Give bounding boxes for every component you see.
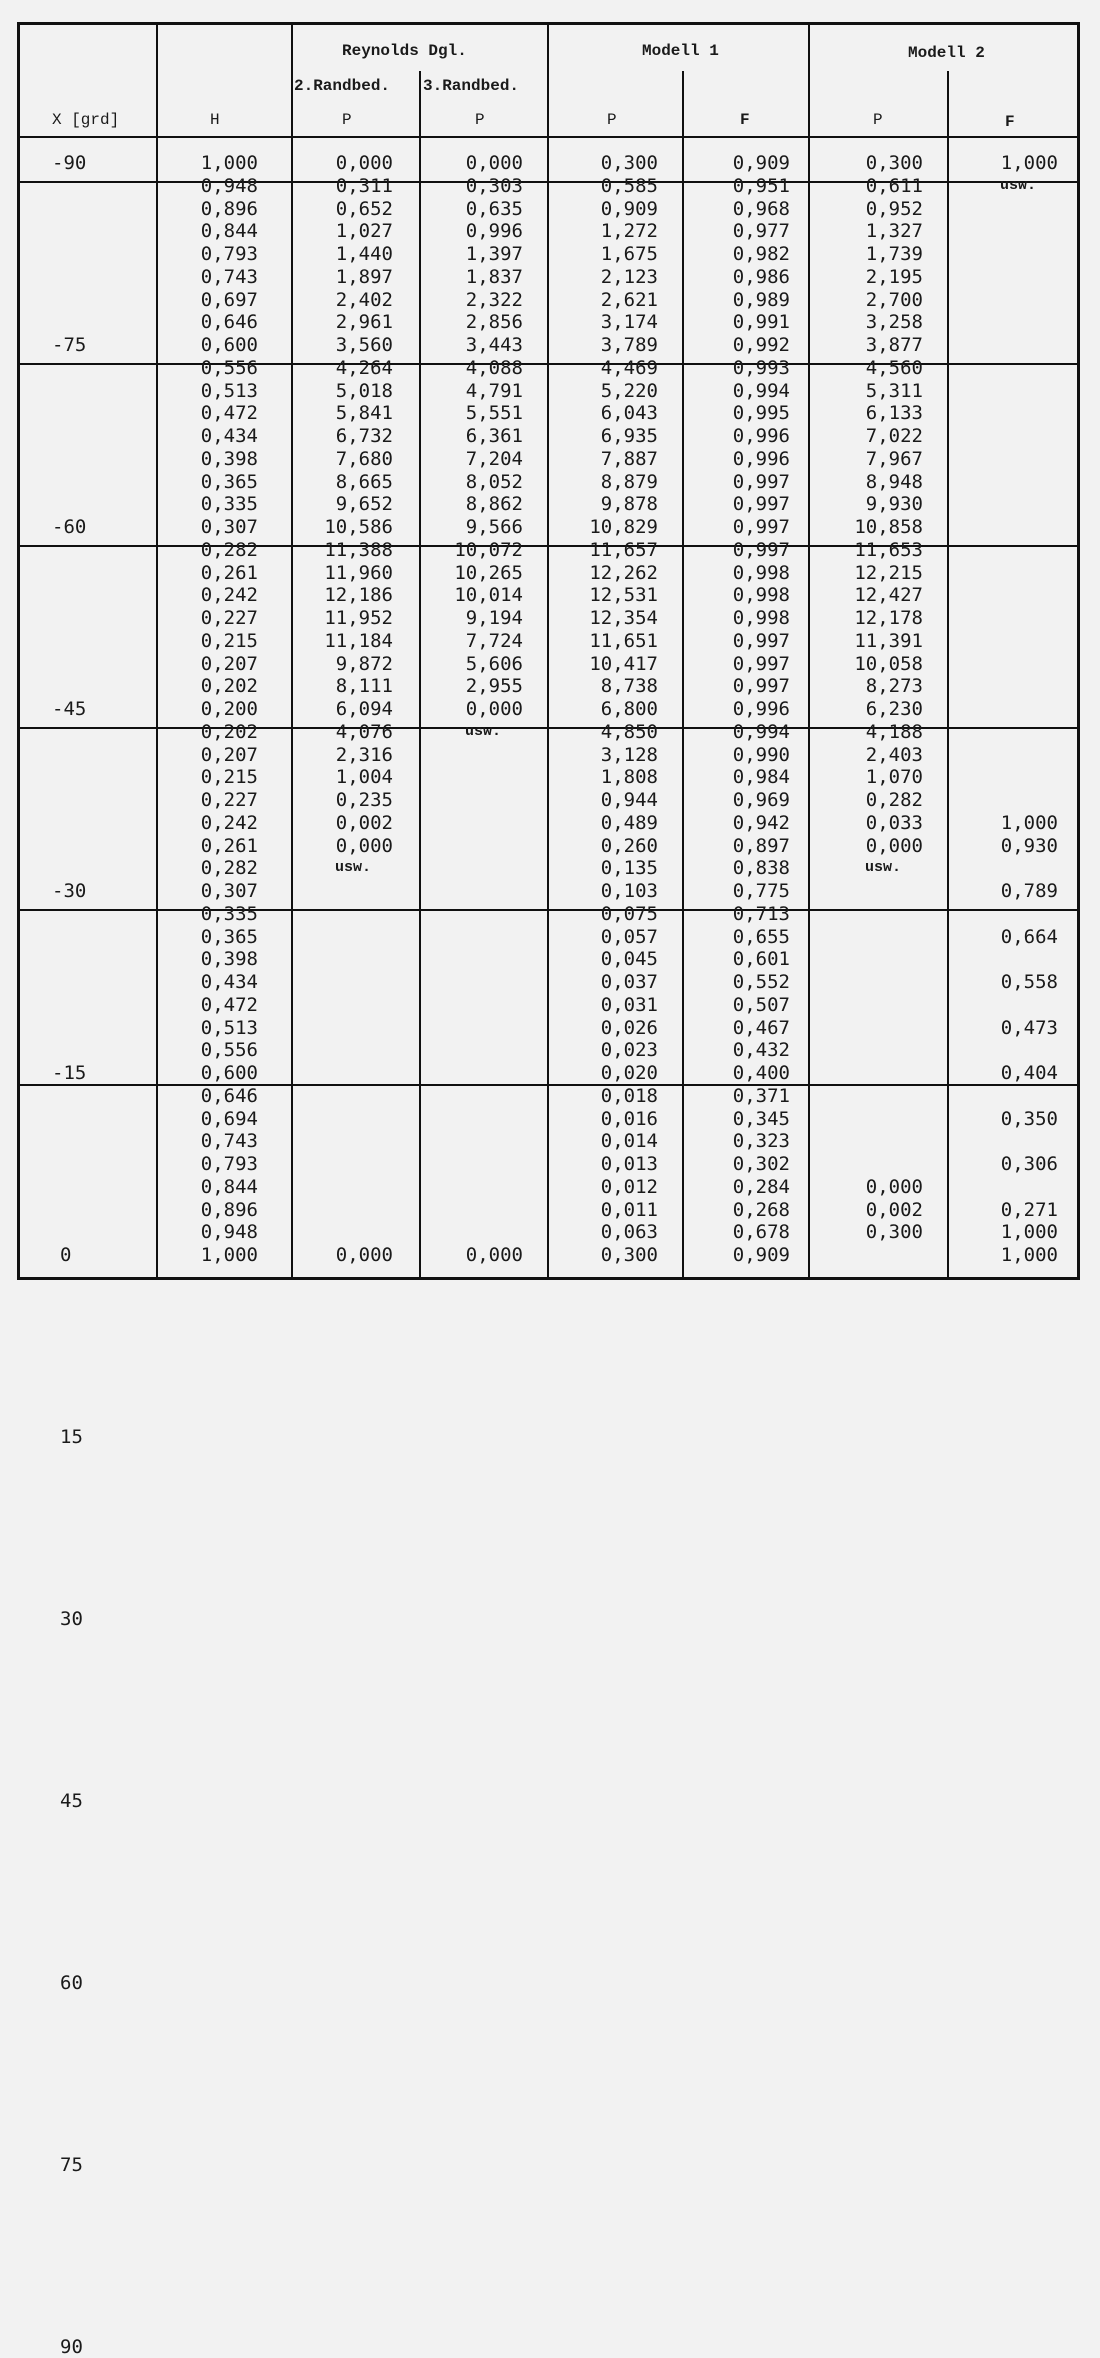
table-cell-reynolds-3-P: 7,724: [465, 629, 523, 652]
table-cell-modell2-P: usw.: [864, 859, 901, 877]
table-cell-modell1-P: 11,657: [589, 538, 658, 561]
table-cell-modell1-F: 0,977: [732, 220, 790, 243]
column-divider: [947, 71, 949, 1277]
table-cell-H: 0,215: [200, 766, 258, 789]
table-cell-modell1-F: 0,995: [732, 402, 790, 425]
modell1-group-header: Modell 1: [642, 42, 719, 60]
table-cell-modell1-F: 0,997: [732, 675, 790, 698]
table-cell-modell1-P: 2,123: [600, 265, 658, 288]
table-cell-modell1-F: 0,997: [732, 629, 790, 652]
table-cell-H: 0,948: [200, 174, 258, 197]
table-cell-modell1-F: 0,996: [732, 447, 790, 470]
table-cell-modell2-P: 0,000: [865, 834, 923, 857]
table-cell-H: 0,646: [200, 311, 258, 334]
table-cell-modell2-P: 11,391: [854, 629, 923, 652]
table-cell-modell2-P: 1,739: [865, 243, 923, 265]
table-cell-reynolds-3-P: 0,996: [465, 220, 523, 243]
table-cell-modell1-P: 7,887: [600, 447, 658, 470]
column-divider: [419, 71, 421, 1277]
table-cell-reynolds-2-P: 0,311: [335, 174, 393, 197]
table-cell-modell1-P: 0,260: [600, 834, 658, 857]
table-cell-modell1-F: 0,990: [732, 743, 790, 766]
table-cell-H: 0,261: [200, 561, 258, 584]
table-cell-modell1-F: 0,345: [732, 1107, 790, 1130]
table-cell-modell2-P: 6,230: [865, 698, 923, 720]
table-cell-modell1-F: 0,371: [732, 1084, 790, 1107]
table-cell-modell1-P: 0,013: [600, 1153, 658, 1175]
table-cell-modell1-F: 0,991: [732, 311, 790, 334]
table-cell-modell1-P: 1,675: [600, 243, 658, 265]
table-cell-modell1-F: 0,994: [732, 379, 790, 402]
table-cell-modell1-F: 0,838: [732, 857, 790, 880]
table-cell-reynolds-2-P: 0,000: [335, 834, 393, 857]
table-cell-H: 0,335: [200, 902, 258, 925]
table-cell-reynolds-3-P: 4,791: [465, 379, 523, 402]
data-table: [17, 22, 1080, 2358]
table-cell-H: 0,335: [200, 493, 258, 516]
table-cell-H: 0,365: [200, 925, 258, 948]
table-cell-H: 0,242: [200, 811, 258, 834]
table-cell-reynolds-2-P: 0,000: [335, 152, 393, 174]
table-cell-reynolds-2-P: 12,186: [324, 584, 393, 607]
table-cell-H: 0,200: [200, 698, 258, 720]
table-cell-reynolds-2-P: usw.: [334, 859, 371, 877]
table-cell-H: 0,556: [200, 356, 258, 379]
table-cell-reynolds-2-P: 6,732: [335, 425, 393, 447]
table-cell-reynolds-3-P: 1,397: [465, 243, 523, 265]
table-cell-H: 0,556: [200, 1039, 258, 1062]
table-cell-reynolds-3-P: 0,000: [465, 698, 523, 720]
table-cell-modell1-P: 0,026: [600, 1016, 658, 1039]
table-cell-reynolds-2-P: 8,665: [335, 470, 393, 493]
table-cell-H: 0,896: [200, 1198, 258, 1221]
table-cell-modell1-P: 0,300: [600, 152, 658, 174]
table-cell-reynolds-2-P: 2,961: [335, 311, 393, 334]
table-cell-reynolds-2-P: 0,652: [335, 197, 393, 220]
table-cell-reynolds-2-P: 2,402: [335, 288, 393, 311]
table-cell-H: 0,282: [200, 538, 258, 561]
table-cell-reynolds-3-P: 2,322: [465, 288, 523, 311]
table-cell-modell1-F: 0,432: [732, 1039, 790, 1062]
randbed2-header: 2.Randbed.: [294, 77, 391, 95]
reynolds2-p-header: P: [342, 111, 352, 129]
modell2-group-header: Modell 2: [908, 44, 985, 62]
table-cell-modell1-P: 8,879: [600, 470, 658, 493]
table-cell-modell1-P: 0,012: [600, 1175, 658, 1198]
table-cell-modell1-F: 0,302: [732, 1153, 790, 1175]
table-cell-H: 0,261: [200, 834, 258, 857]
table-cell-reynolds-3-P: 5,551: [465, 402, 523, 425]
table-cell-reynolds-3-P: 9,566: [465, 516, 523, 538]
table-cell-modell1-F: 0,601: [732, 948, 790, 971]
table-cell-modell1-P: 12,531: [589, 584, 658, 607]
table-cell-modell2-P: 10,858: [854, 516, 923, 538]
table-cell-modell1-P: 8,738: [600, 675, 658, 698]
table-cell-modell1-P: 0,909: [600, 197, 658, 220]
table-cell-modell1-F: 0,655: [732, 925, 790, 948]
table-cell-H: 0,207: [200, 743, 258, 766]
table-cell-reynolds-2-P: 0,002: [335, 811, 393, 834]
table-cell-modell1-F: 0,997: [732, 470, 790, 493]
table-cell-reynolds-3-P: 0,000: [465, 1244, 523, 1266]
table-cell-reynolds-2-P: 10,586: [324, 516, 393, 538]
table-cell-modell2-F: usw.: [999, 176, 1036, 194]
table-cell-modell2-P: 7,022: [865, 425, 923, 447]
table-cell-modell2-P: 0,033: [865, 811, 923, 834]
table-cell-modell1-F: 0,984: [732, 766, 790, 789]
table-cell-modell2-P: 3,877: [865, 334, 923, 356]
table-cell-H: 0,743: [200, 265, 258, 288]
x-tick-label: -30: [52, 880, 87, 902]
x-tick-label: -60: [52, 516, 87, 538]
table-cell-modell1-F: 0,998: [732, 561, 790, 584]
table-cell-modell1-F: 0,951: [732, 174, 790, 197]
table-cell-modell1-F: 0,994: [732, 720, 790, 743]
x-tick-label: 30: [60, 1608, 83, 1630]
table-cell-modell1-F: 0,998: [732, 584, 790, 607]
table-cell-H: 1,000: [200, 152, 258, 174]
table-cell-modell2-P: 0,611: [865, 174, 923, 197]
table-cell-H: 0,398: [200, 447, 258, 470]
table-cell-reynolds-3-P: 0,303: [465, 174, 523, 197]
table-cell-modell2-P: 9,930: [865, 493, 923, 516]
column-divider: [156, 25, 158, 1277]
table-cell-modell1-F: 0,507: [732, 993, 790, 1016]
x-tick-label: 60: [60, 1972, 83, 1994]
table-cell-H: 0,600: [200, 1062, 258, 1084]
x-tick-label: 15: [60, 1426, 83, 1448]
table-cell-modell2-P: 8,273: [865, 675, 923, 698]
table-cell-modell1-F: 0,678: [732, 1221, 790, 1244]
table-cell-reynolds-2-P: 7,680: [335, 447, 393, 470]
table-cell-modell1-P: 0,016: [600, 1107, 658, 1130]
table-cell-modell1-P: 3,128: [600, 743, 658, 766]
table-cell-H: 0,646: [200, 1084, 258, 1107]
table-cell-modell2-F: 0,789: [1000, 880, 1058, 902]
table-cell-modell2-P: 4,188: [865, 720, 923, 743]
table-cell-modell1-P: 0,031: [600, 993, 658, 1016]
table-cell-modell1-P: 3,789: [600, 334, 658, 356]
table-cell-modell2-P: 2,700: [865, 288, 923, 311]
table-cell-H: 0,793: [200, 243, 258, 265]
table-cell-modell2-F: 0,350: [1000, 1107, 1058, 1130]
table-cell-modell1-P: 6,935: [600, 425, 658, 447]
table-cell-H: 0,365: [200, 470, 258, 493]
table-cell-modell1-P: 0,300: [600, 1244, 658, 1266]
table-cell-modell1-P: 0,057: [600, 925, 658, 948]
table-cell-modell1-P: 0,037: [600, 971, 658, 993]
table-cell-reynolds-2-P: 9,872: [335, 652, 393, 675]
table-cell-reynolds-2-P: 6,094: [335, 698, 393, 720]
table-cell-modell2-P: 11,653: [854, 538, 923, 561]
table-cell-modell1-F: 0,323: [732, 1130, 790, 1153]
table-cell-reynolds-3-P: 0,635: [465, 197, 523, 220]
table-cell-modell1-P: 0,018: [600, 1084, 658, 1107]
x-tick-label: -45: [52, 698, 87, 720]
table-cell-reynolds-2-P: 4,264: [335, 356, 393, 379]
table-cell-modell1-F: 0,997: [732, 516, 790, 538]
table-cell-reynolds-3-P: 7,204: [465, 447, 523, 470]
table-cell-modell1-P: 1,808: [600, 766, 658, 789]
table-cell-modell1-F: 0,997: [732, 652, 790, 675]
reynolds-group-header: Reynolds Dgl.: [342, 42, 467, 60]
table-cell-modell2-P: 1,327: [865, 220, 923, 243]
table-cell-reynolds-2-P: 11,960: [324, 561, 393, 584]
table-cell-H: 1,000: [200, 1244, 258, 1266]
table-cell-modell2-P: 0,002: [865, 1198, 923, 1221]
table-cell-H: 0,207: [200, 652, 258, 675]
table-cell-modell2-F: 0,473: [1000, 1016, 1058, 1039]
table-cell-reynolds-3-P: 2,955: [465, 675, 523, 698]
table-cell-modell1-F: 0,909: [732, 152, 790, 174]
table-cell-modell2-F: 0,558: [1000, 971, 1058, 993]
table-cell-modell2-P: 1,070: [865, 766, 923, 789]
table-cell-H: 0,844: [200, 1175, 258, 1198]
table-cell-modell2-P: 8,948: [865, 470, 923, 493]
table-cell-modell2-P: 12,215: [854, 561, 923, 584]
table-cell-modell1-P: 10,417: [589, 652, 658, 675]
table-cell-modell1-P: 0,944: [600, 789, 658, 811]
table-cell-modell2-P: 0,282: [865, 789, 923, 811]
table-cell-modell1-F: 0,998: [732, 607, 790, 629]
modell2-f-header: F: [1005, 113, 1015, 131]
table-cell-modell1-F: 0,897: [732, 834, 790, 857]
table-cell-modell1-F: 0,268: [732, 1198, 790, 1221]
table-cell-H: 0,896: [200, 197, 258, 220]
table-cell-reynolds-2-P: 5,018: [335, 379, 393, 402]
table-cell-reynolds-2-P: 9,652: [335, 493, 393, 516]
x-tick-label: -90: [52, 152, 87, 174]
table-cell-modell2-P: 10,058: [854, 652, 923, 675]
table-cell-H: 0,242: [200, 584, 258, 607]
table-cell-modell2-P: 2,403: [865, 743, 923, 766]
table-cell-modell1-F: 0,996: [732, 698, 790, 720]
modell1-f-header: F: [740, 111, 750, 129]
table-cell-modell1-F: 0,997: [732, 538, 790, 561]
table-cell-reynolds-2-P: 11,184: [324, 629, 393, 652]
table-cell-modell1-P: 12,354: [589, 607, 658, 629]
table-cell-H: 0,282: [200, 857, 258, 880]
column-divider: [682, 71, 684, 1277]
table-cell-H: 0,472: [200, 402, 258, 425]
table-cell-modell2-P: 0,000: [865, 1175, 923, 1198]
table-cell-modell1-P: 0,045: [600, 948, 658, 971]
table-cell-reynolds-2-P: 4,076: [335, 720, 393, 743]
modell2-p-header: P: [873, 111, 883, 129]
table-cell-modell1-P: 0,135: [600, 857, 658, 880]
table-cell-reynolds-2-P: 5,841: [335, 402, 393, 425]
table-cell-modell2-F: 1,000: [1000, 811, 1058, 834]
table-cell-modell1-P: 0,585: [600, 174, 658, 197]
table-cell-H: 0,793: [200, 1153, 258, 1175]
table-cell-modell1-P: 0,020: [600, 1062, 658, 1084]
table-cell-modell1-F: 0,989: [732, 288, 790, 311]
table-cell-modell1-F: 0,986: [732, 265, 790, 288]
table-cell-modell1-P: 2,621: [600, 288, 658, 311]
table-cell-reynolds-3-P: 5,606: [465, 652, 523, 675]
table-cell-reynolds-2-P: 3,560: [335, 334, 393, 356]
table-cell-modell2-F: 1,000: [1000, 1221, 1058, 1244]
table-cell-modell2-F: 0,404: [1000, 1062, 1058, 1084]
table-cell-reynolds-3-P: 10,072: [454, 538, 523, 561]
table-cell-reynolds-2-P: 11,952: [324, 607, 393, 629]
table-cell-modell1-F: 0,552: [732, 971, 790, 993]
table-cell-modell1-P: 4,850: [600, 720, 658, 743]
table-cell-H: 0,398: [200, 948, 258, 971]
table-cell-H: 0,697: [200, 288, 258, 311]
column-divider: [547, 25, 549, 1277]
table-cell-modell1-F: 0,997: [732, 493, 790, 516]
table-cell-reynolds-3-P: 3,443: [465, 334, 523, 356]
table-cell-modell2-P: 0,952: [865, 197, 923, 220]
table-cell-modell1-F: 0,996: [732, 425, 790, 447]
x-tick-label: 90: [60, 2336, 83, 2358]
table-cell-modell1-P: 0,011: [600, 1198, 658, 1221]
table-cell-H: 0,600: [200, 334, 258, 356]
table-cell-reynolds-3-P: 0,000: [465, 152, 523, 174]
group-divider: [20, 909, 1077, 911]
table-cell-modell1-F: 0,400: [732, 1062, 790, 1084]
reynolds3-p-header: P: [475, 111, 485, 129]
table-cell-reynolds-3-P: 10,265: [454, 561, 523, 584]
table-cell-H: 0,472: [200, 993, 258, 1016]
table-cell-modell2-P: 6,133: [865, 402, 923, 425]
table-cell-reynolds-2-P: 0,235: [335, 789, 393, 811]
table-cell-modell2-F: 0,930: [1000, 834, 1058, 857]
table-cell-H: 0,307: [200, 516, 258, 538]
table-cell-modell2-P: 2,195: [865, 265, 923, 288]
table-cell-H: 0,434: [200, 971, 258, 993]
table-cell-modell1-P: 0,063: [600, 1221, 658, 1244]
table-cell-H: 0,202: [200, 720, 258, 743]
table-cell-H: 0,743: [200, 1130, 258, 1153]
table-cell-H: 0,202: [200, 675, 258, 698]
table-cell-modell1-P: 12,262: [589, 561, 658, 584]
table-cell-modell2-P: 12,427: [854, 584, 923, 607]
table-cell-modell1-P: 1,272: [600, 220, 658, 243]
table-cell-reynolds-2-P: 1,004: [335, 766, 393, 789]
table-cell-modell1-P: 5,220: [600, 379, 658, 402]
table-cell-modell2-P: 4,560: [865, 356, 923, 379]
table-cell-modell1-F: 0,467: [732, 1016, 790, 1039]
table-cell-reynolds-3-P: 1,837: [465, 265, 523, 288]
table-cell-modell2-P: 12,178: [854, 607, 923, 629]
table-cell-reynolds-3-P: 10,014: [454, 584, 523, 607]
column-divider: [808, 25, 810, 1277]
table-cell-modell2-P: 3,258: [865, 311, 923, 334]
table-cell-reynolds-3-P: 9,194: [465, 607, 523, 629]
table-cell-modell1-P: 0,014: [600, 1130, 658, 1153]
modell1-p-header: P: [607, 111, 617, 129]
table-cell-reynolds-2-P: 11,388: [324, 538, 393, 561]
table-cell-reynolds-2-P: 1,440: [335, 243, 393, 265]
table-cell-modell1-F: 0,942: [732, 811, 790, 834]
column-divider: [291, 25, 293, 1277]
table-cell-modell1-F: 0,284: [732, 1175, 790, 1198]
table-cell-reynolds-3-P: usw.: [464, 722, 501, 740]
h-column-header: H: [210, 111, 220, 129]
table-cell-modell1-F: 0,992: [732, 334, 790, 356]
table-cell-modell1-P: 9,878: [600, 493, 658, 516]
table-cell-modell2-F: 0,271: [1000, 1198, 1058, 1221]
table-cell-modell2-F: 0,306: [1000, 1153, 1058, 1175]
table-cell-modell1-F: 0,993: [732, 356, 790, 379]
table-cell-modell2-P: 0,300: [865, 152, 923, 174]
table-cell-modell1-P: 0,023: [600, 1039, 658, 1062]
table-cell-H: 0,227: [200, 607, 258, 629]
table-cell-modell1-F: 0,713: [732, 902, 790, 925]
x-column-header: X [grd]: [52, 111, 120, 129]
x-tick-label: 75: [60, 2154, 83, 2176]
table-cell-H: 0,513: [200, 1016, 258, 1039]
table-cell-modell1-F: 0,909: [732, 1244, 790, 1266]
table-cell-modell1-P: 0,103: [600, 880, 658, 902]
table-cell-modell1-P: 10,829: [589, 516, 658, 538]
table-cell-reynolds-3-P: 8,862: [465, 493, 523, 516]
table-cell-modell2-F: 1,000: [1000, 1244, 1058, 1266]
table-cell-reynolds-2-P: 0,000: [335, 1244, 393, 1266]
table-cell-reynolds-3-P: 6,361: [465, 425, 523, 447]
table-cell-reynolds-2-P: 8,111: [335, 675, 393, 698]
table-cell-reynolds-3-P: 4,088: [465, 356, 523, 379]
table-cell-reynolds-3-P: 2,856: [465, 311, 523, 334]
table-cell-reynolds-2-P: 1,027: [335, 220, 393, 243]
table-cell-modell2-P: 7,967: [865, 447, 923, 470]
table-cell-reynolds-2-P: 2,316: [335, 743, 393, 766]
table-cell-reynolds-2-P: 1,897: [335, 265, 393, 288]
randbed3-header: 3.Randbed.: [423, 77, 520, 95]
x-tick-label: -75: [52, 334, 87, 356]
x-tick-label: -15: [52, 1062, 87, 1084]
header-divider: [20, 136, 1077, 138]
table-cell-modell1-F: 0,775: [732, 880, 790, 902]
table-cell-modell2-F: 0,664: [1000, 925, 1058, 948]
table-cell-H: 0,844: [200, 220, 258, 243]
table-cell-modell1-P: 3,174: [600, 311, 658, 334]
table-cell-modell1-P: 4,469: [600, 356, 658, 379]
table-cell-H: 0,694: [200, 1107, 258, 1130]
table-cell-modell1-F: 0,969: [732, 789, 790, 811]
table-cell-H: 0,215: [200, 629, 258, 652]
table-cell-H: 0,513: [200, 379, 258, 402]
table-cell-modell2-P: 0,300: [865, 1221, 923, 1244]
x-tick-label: 0: [60, 1244, 72, 1266]
table-cell-modell1-P: 0,489: [600, 811, 658, 834]
table-cell-modell1-P: 6,043: [600, 402, 658, 425]
table-cell-modell1-P: 11,651: [589, 629, 658, 652]
table-cell-H: 0,227: [200, 789, 258, 811]
table-cell-modell2-P: 5,311: [865, 379, 923, 402]
group-divider: [20, 1084, 1077, 1086]
x-tick-label: 45: [60, 1790, 83, 1812]
table-cell-H: 0,307: [200, 880, 258, 902]
table-cell-modell1-P: 6,800: [600, 698, 658, 720]
table-cell-modell1-F: 0,968: [732, 197, 790, 220]
table-cell-modell1-P: 0,075: [600, 902, 658, 925]
table-cell-modell2-F: 1,000: [1000, 152, 1058, 174]
table-cell-H: 0,948: [200, 1221, 258, 1244]
table-cell-modell1-F: 0,982: [732, 243, 790, 265]
table-cell-reynolds-3-P: 8,052: [465, 470, 523, 493]
table-cell-H: 0,434: [200, 425, 258, 447]
